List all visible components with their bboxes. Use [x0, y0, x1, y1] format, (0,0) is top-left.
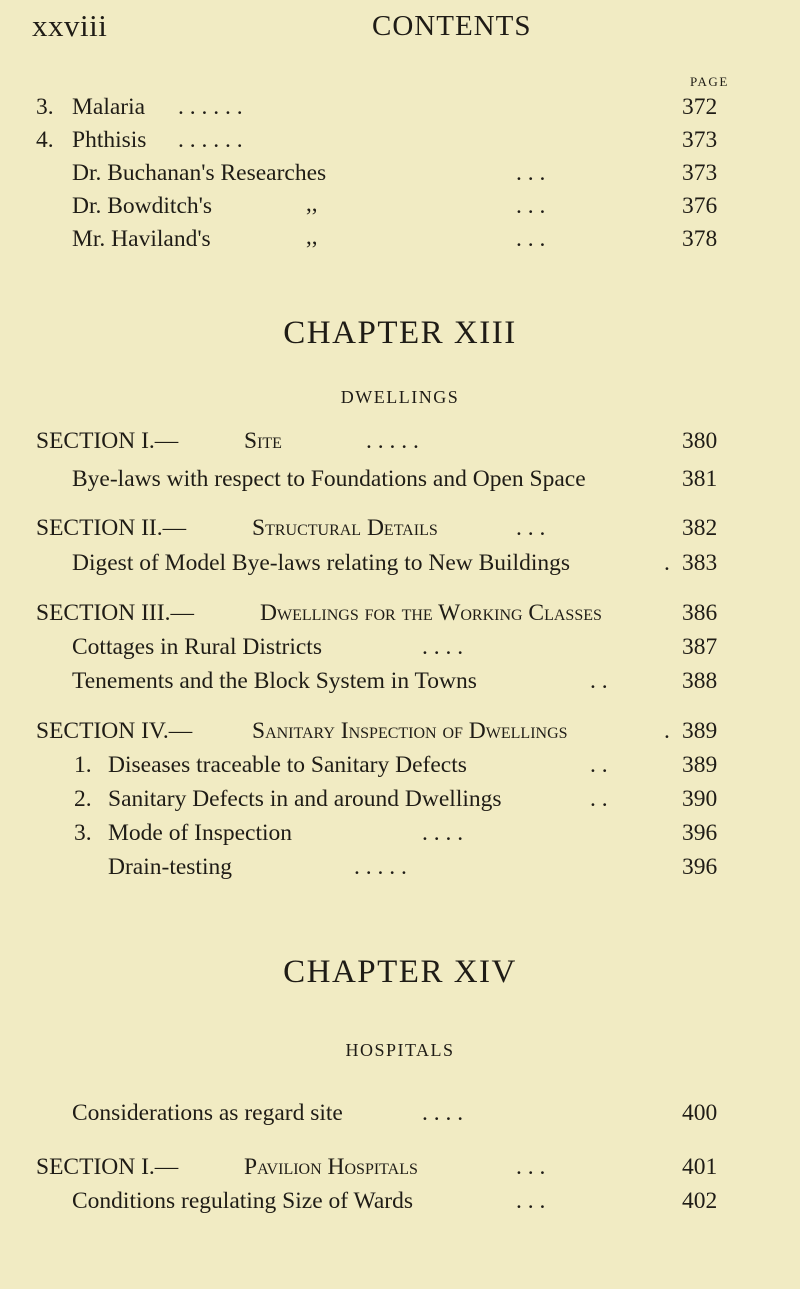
toc-entry: [36, 193, 796, 227]
toc-entry: [36, 160, 796, 194]
entry-title: Considerations as regard site: [72, 1100, 343, 1126]
entry-page: 382: [682, 515, 718, 541]
section-prefix: SECTION IV.—: [36, 718, 193, 744]
page-header: [32, 8, 772, 48]
section-title: Pavilion Hospitals: [244, 1154, 418, 1180]
entry-page: 402: [682, 1188, 718, 1214]
section-entry: [36, 600, 796, 634]
leader-dots: . . . .: [422, 1100, 464, 1126]
entry-title: Dr. Bowditch's: [72, 193, 213, 219]
toc-entry: [36, 466, 796, 500]
entry-title: Phthisis: [72, 127, 147, 153]
entry-page: 380: [682, 428, 718, 454]
toc-entry: [36, 854, 796, 888]
leader-dots: . . .: [516, 193, 546, 219]
section-prefix: SECTION II.—: [36, 515, 187, 541]
entry-title: Mode of Inspection: [108, 820, 293, 846]
leader-dots: . . . . .: [366, 428, 419, 454]
entry-title: Diseases traceable to Sanitary Defects: [108, 752, 467, 778]
section-title: Site: [244, 428, 282, 454]
entry-title: Digest of Model Bye-laws relating to New Buildings: [72, 550, 570, 576]
entry-page: 389: [682, 752, 718, 778]
running-head: CONTENTS: [372, 10, 532, 42]
section-title: Structural Details: [252, 515, 438, 541]
entry-page: 389: [682, 718, 718, 744]
section-entry: [36, 1154, 796, 1188]
entry-page: 378: [682, 226, 718, 252]
page-number: xxviii: [32, 8, 108, 43]
entry-page: 373: [682, 127, 718, 153]
leader-dots: . .: [590, 786, 608, 812]
section-entry: [36, 718, 796, 752]
entry-title: Conditions regulating Size of Wards: [72, 1188, 413, 1214]
toc-entry: [36, 550, 796, 584]
leader-dots: . . .: [516, 515, 546, 541]
entry-page: 373: [682, 160, 718, 186]
toc-entry: [36, 1188, 796, 1222]
entry-title: Cottages in Rural Districts: [72, 634, 322, 660]
entry-page: 400: [682, 1100, 718, 1126]
chapter-subheading: DWELLINGS: [340, 387, 460, 407]
leader-dots: . . . .: [422, 634, 464, 660]
leader-dots: .: [664, 550, 670, 576]
ditto-mark: ,,: [306, 224, 318, 249]
page-column-label: PAGE: [690, 74, 729, 89]
section-entry: [36, 428, 796, 462]
entry-title: Mr. Haviland's: [72, 226, 211, 252]
toc-entry: [36, 752, 796, 786]
entry-page: 376: [682, 193, 718, 219]
section-title: Sanitary Inspection of Dwellings: [252, 718, 568, 744]
section-prefix: SECTION I.—: [36, 1154, 179, 1180]
entry-number: 4.: [36, 127, 54, 153]
entry-page: 396: [682, 854, 718, 880]
toc-entry: [36, 127, 796, 161]
leader-dots: . . .: [516, 160, 546, 186]
toc-entry: [36, 668, 796, 702]
leader-dots: . . .: [516, 1188, 546, 1214]
ditto-mark: ,,: [306, 191, 318, 216]
entry-page: 387: [682, 634, 718, 660]
leader-dots: . . . . . .: [178, 94, 243, 120]
leader-dots: .: [664, 718, 670, 744]
toc-entry: [36, 820, 796, 854]
leader-dots: . . . . .: [354, 854, 407, 880]
chapter-heading: CHAPTER XIV: [283, 954, 517, 990]
entry-title: Malaria: [72, 94, 146, 120]
entry-title: Bye-laws with respect to Foundations and Open Space: [72, 466, 586, 492]
entry-number: 1.: [74, 752, 92, 778]
toc-entry: [36, 1100, 796, 1134]
entry-page: 396: [682, 820, 718, 846]
toc-entry: [36, 226, 796, 260]
leader-dots: . . . .: [422, 820, 464, 846]
leader-dots: . . .: [516, 1154, 546, 1180]
entry-title: Tenements and the Block System in Towns: [72, 668, 477, 694]
toc-entry: [36, 786, 796, 820]
entry-title: Dr. Buchanan's Researches: [72, 160, 327, 186]
entry-page: 401: [682, 1154, 718, 1180]
entry-page: 390: [682, 786, 718, 812]
entry-page: 383: [682, 550, 718, 576]
leader-dots: . . . . . .: [178, 127, 243, 153]
section-prefix: SECTION III.—: [36, 600, 194, 626]
entry-number: 3.: [36, 94, 54, 120]
leader-dots: . .: [590, 668, 608, 694]
section-entry: [36, 515, 796, 549]
section-title: Dwellings for the Working Classes: [260, 600, 602, 626]
entry-page: 388: [682, 668, 718, 694]
chapter-heading: CHAPTER XIII: [283, 315, 517, 351]
section-prefix: SECTION I.—: [36, 428, 179, 454]
entry-number: 2.: [74, 786, 92, 812]
entry-page: 386: [682, 600, 718, 626]
entry-title: Sanitary Defects in and around Dwellings: [108, 786, 502, 812]
chapter-subheading: HOSPITALS: [345, 1040, 455, 1060]
entry-page: 372: [682, 94, 718, 120]
leader-dots: . . .: [516, 226, 546, 252]
entry-page: 381: [682, 466, 718, 492]
leader-dots: . .: [590, 752, 608, 778]
entry-title: Drain-testing: [108, 854, 232, 880]
toc-entry: [36, 94, 796, 128]
toc-entry: [36, 634, 796, 668]
entry-number: 3.: [74, 820, 92, 846]
